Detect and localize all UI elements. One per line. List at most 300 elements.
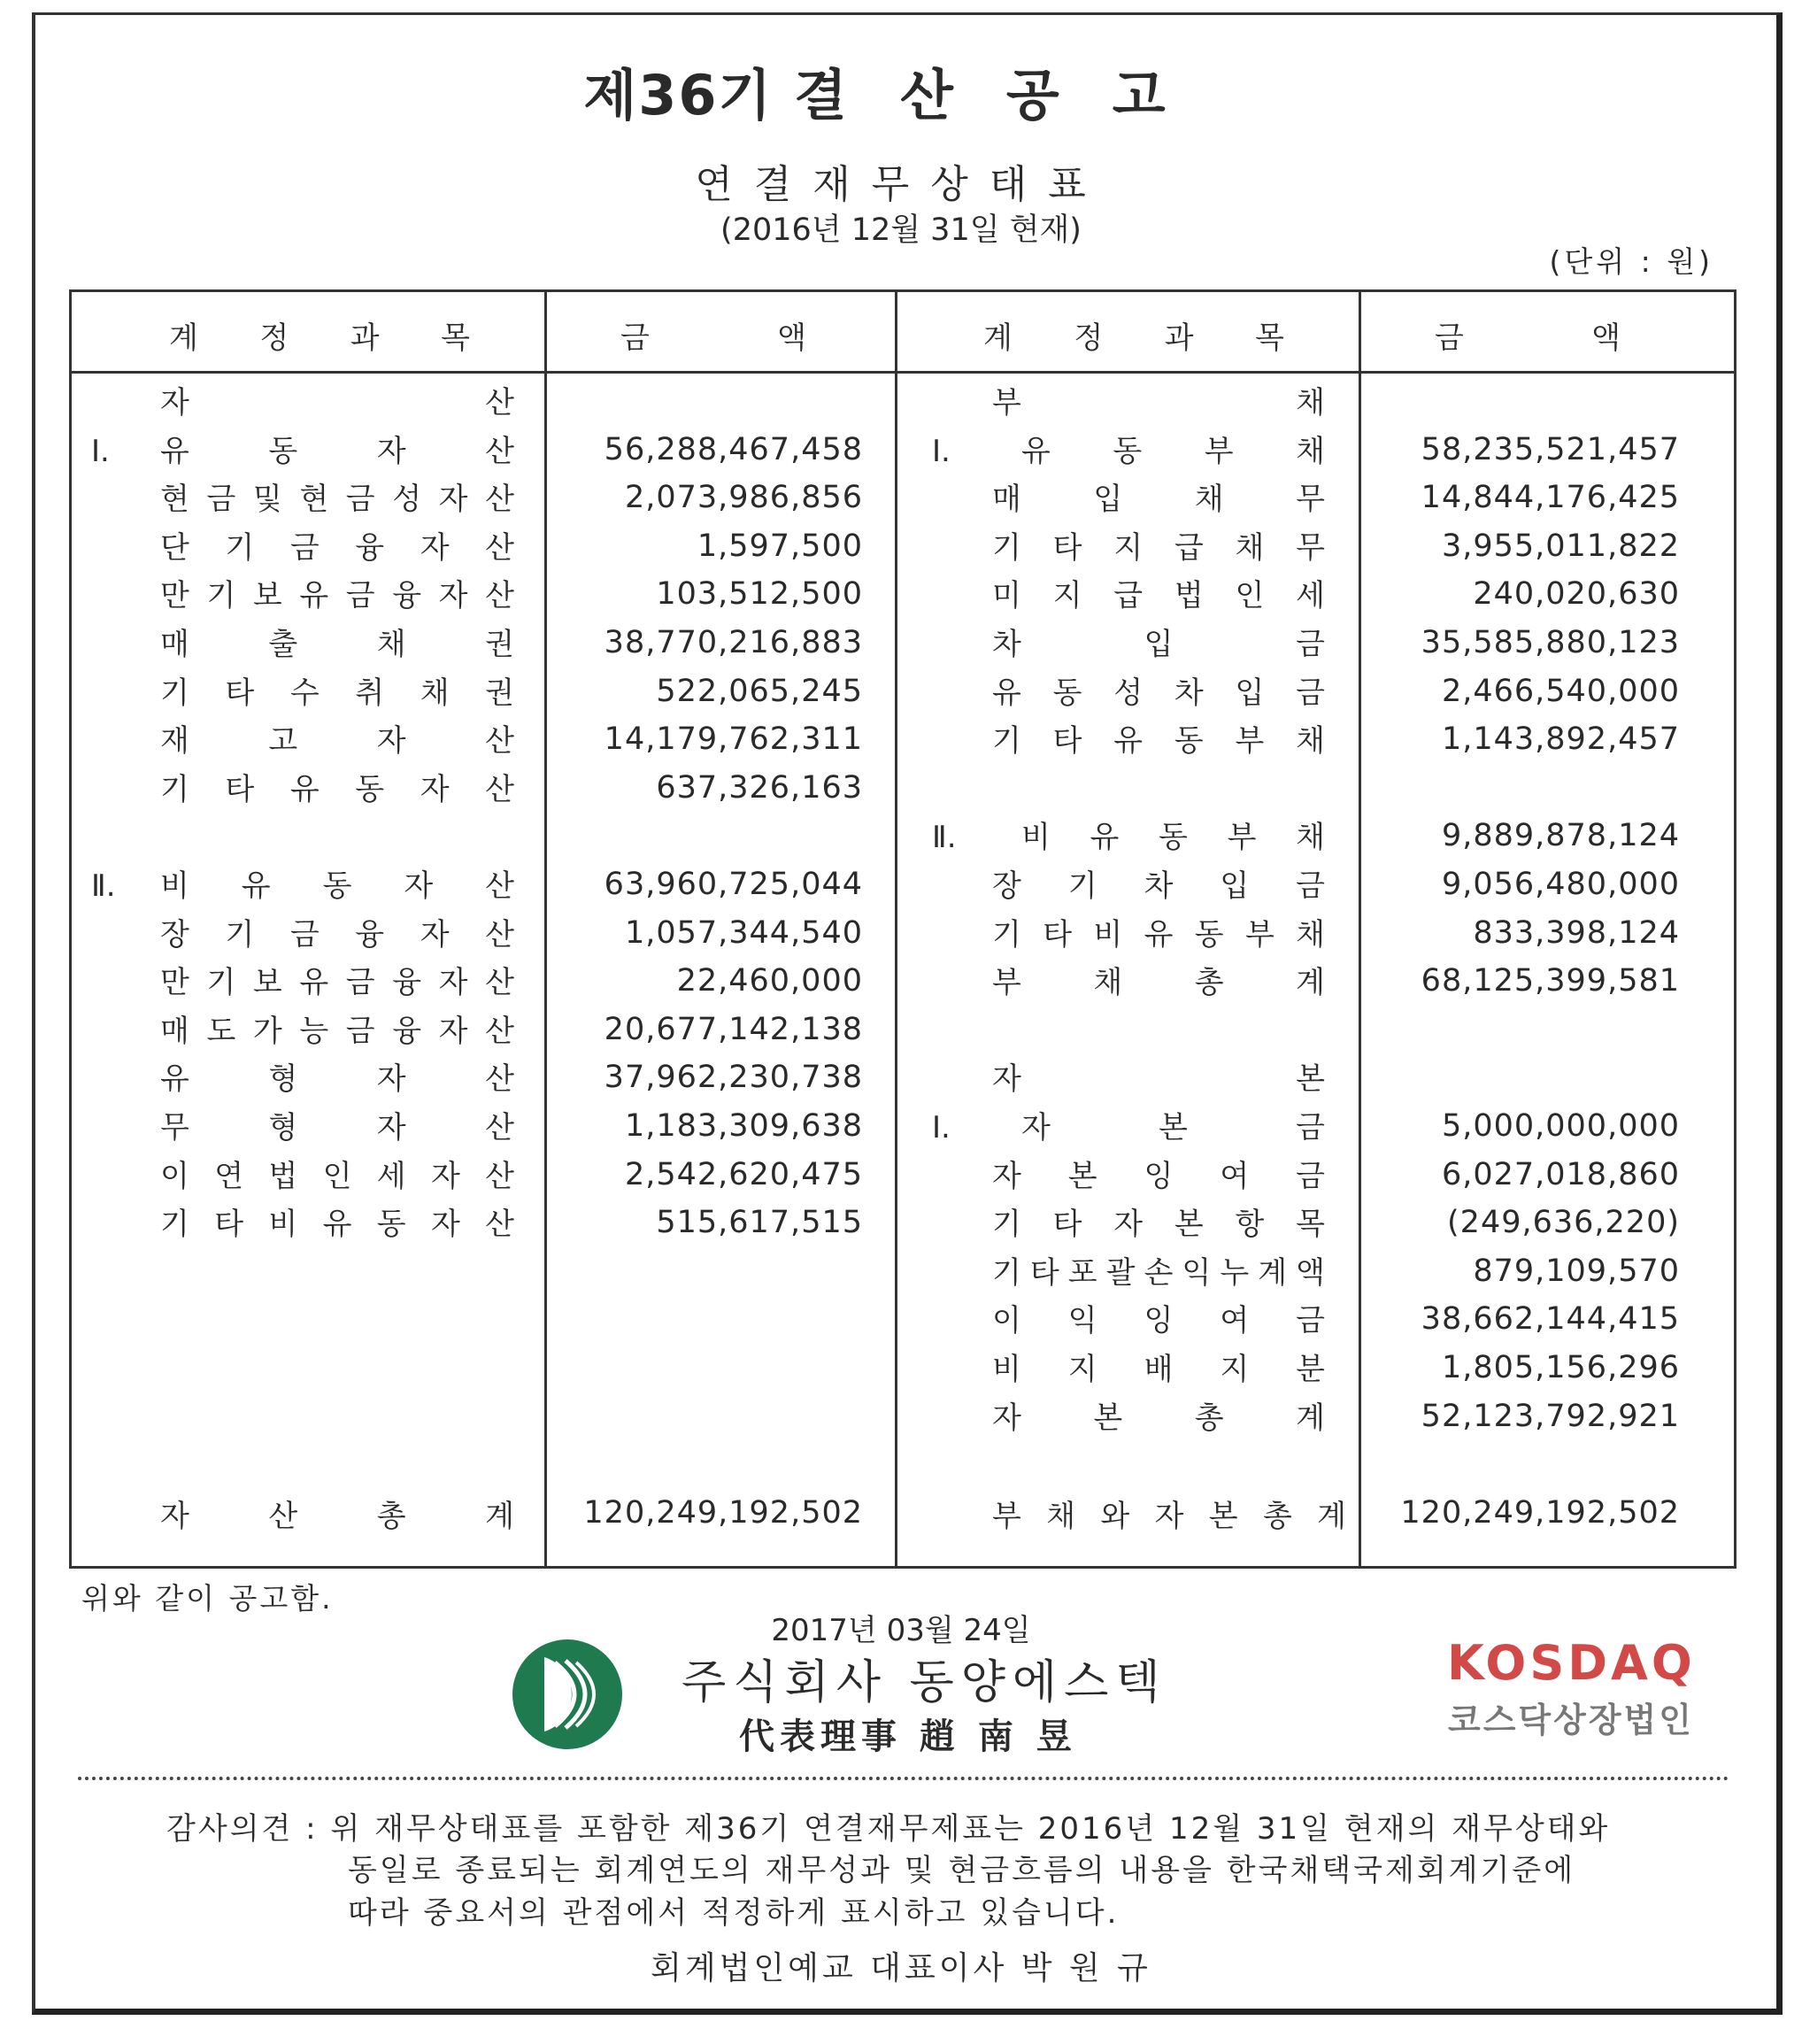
account-char: 산 xyxy=(485,771,514,807)
account-char: 유 xyxy=(1090,820,1120,856)
column-divider xyxy=(895,292,897,1566)
header-char: 계 xyxy=(169,320,198,356)
account-char: 동 xyxy=(322,868,352,904)
account-name xyxy=(160,767,514,812)
header-account-left xyxy=(169,308,470,361)
account-char: 자 xyxy=(438,1013,468,1049)
account-name xyxy=(992,1057,1325,1101)
account-char: 자 xyxy=(376,433,406,469)
account-char: 항 xyxy=(1235,1207,1265,1243)
account-name xyxy=(992,671,1325,715)
account-char: 기 xyxy=(206,578,236,614)
account-char: 보 xyxy=(252,965,282,1001)
account-char: 익 xyxy=(1182,1254,1212,1291)
account-char: 산 xyxy=(485,1061,514,1098)
account-char: 자 xyxy=(992,1158,1021,1194)
notice-date: 2017년 03월 24일 xyxy=(771,1613,1031,1648)
account-char: 입 xyxy=(1144,627,1174,662)
amount-value: 52,123,792,921 xyxy=(1421,1398,1680,1434)
account-char: 보 xyxy=(252,578,282,614)
account-char: 금 xyxy=(345,482,375,518)
account-char: 타 xyxy=(1052,529,1082,566)
account-char: 타 xyxy=(1052,1207,1082,1243)
row-prefix: Ⅰ. xyxy=(932,433,951,469)
account-char: 기 xyxy=(160,1207,189,1243)
account-char: 산 xyxy=(485,916,514,953)
header-char: 액 xyxy=(777,320,806,356)
account-char: 비 xyxy=(1021,820,1051,856)
amount-value: 522,065,245 xyxy=(656,673,863,709)
account-char: 단 xyxy=(160,529,189,566)
account-char: 본 xyxy=(1159,1110,1188,1145)
account-char: 부 xyxy=(1244,916,1274,953)
account-char: 매 xyxy=(992,482,1021,518)
account-char: 도 xyxy=(206,1013,236,1049)
account-char: 익 xyxy=(1067,1303,1097,1339)
amount-value: 22,460,000 xyxy=(676,963,863,999)
account-char: 본 xyxy=(1296,1061,1325,1098)
account-char: 계 xyxy=(1317,1499,1346,1534)
account-char: 산 xyxy=(485,578,514,614)
account-char: 장 xyxy=(992,868,1021,904)
amount-value: 14,844,176,425 xyxy=(1421,480,1680,516)
account-char: 잉 xyxy=(1144,1303,1174,1339)
account-char: 입 xyxy=(1220,868,1250,904)
account-char: 잉 xyxy=(1144,1158,1174,1194)
account-char: 고 xyxy=(268,723,298,760)
auditor-signature: 회계법인예교 대표이사 박 원 규 xyxy=(651,1950,1151,1986)
account-name xyxy=(160,671,514,715)
account-char: 분 xyxy=(1296,1352,1325,1387)
amount-value: 2,466,540,000 xyxy=(1441,673,1680,709)
account-char: 비 xyxy=(160,868,189,904)
account-char: 인 xyxy=(322,1158,352,1194)
account-char: 포 xyxy=(1067,1254,1097,1291)
account-char: 지 xyxy=(1067,1352,1097,1387)
account-name xyxy=(992,477,1325,521)
account-char: 융 xyxy=(392,965,422,1001)
account-char: 유 xyxy=(241,868,271,904)
account-char: 유 xyxy=(1113,723,1144,760)
account-char: 지 xyxy=(1113,529,1144,566)
account-char: 기 xyxy=(160,675,189,711)
account-char: 채 xyxy=(1194,482,1224,518)
account-char: 자 xyxy=(376,1061,406,1098)
account-char: 급 xyxy=(1113,578,1144,614)
account-char: 형 xyxy=(268,1061,298,1098)
amount-value: 515,617,515 xyxy=(656,1205,863,1241)
account-name xyxy=(992,1251,1325,1295)
account-char: 본 xyxy=(1067,1158,1097,1194)
account-char: 비 xyxy=(268,1207,298,1243)
row-prefix: Ⅱ. xyxy=(91,868,116,904)
account-char: 취 xyxy=(355,675,385,711)
account-name xyxy=(1021,1106,1325,1150)
account-char: 부 xyxy=(1235,723,1265,760)
account-char: 자 xyxy=(376,1110,406,1145)
dotted-divider xyxy=(78,1777,1729,1780)
account-char: 융 xyxy=(355,529,385,566)
account-char: 유 xyxy=(289,771,320,807)
account-char: 유 xyxy=(299,578,329,614)
account-char: 융 xyxy=(392,1013,422,1049)
account-char: 부 xyxy=(1204,433,1234,469)
account-char: 계 xyxy=(485,1499,514,1534)
account-char: 입 xyxy=(1235,675,1265,711)
account-char: 금 xyxy=(1296,675,1325,711)
account-char: 자 xyxy=(420,771,450,807)
notice-title xyxy=(0,51,1802,130)
account-char: 성 xyxy=(392,482,422,518)
amount-value: 240,020,630 xyxy=(1473,576,1680,613)
account-char: 채 xyxy=(1296,820,1325,856)
account-char: 자 xyxy=(430,1158,460,1194)
amount-value: 1,805,156,296 xyxy=(1441,1350,1680,1385)
account-char: 자 xyxy=(1113,1207,1144,1243)
amount-value: 37,962,230,738 xyxy=(604,1060,863,1096)
account-char: 계 xyxy=(1258,1254,1288,1291)
account-char: 매 xyxy=(160,1013,189,1049)
kosdaq-logo: KOSDAQ xyxy=(1447,1635,1696,1691)
account-char: 본 xyxy=(1174,1207,1204,1243)
account-char: 자 xyxy=(160,385,189,420)
account-char: 차 xyxy=(1174,675,1204,711)
account-char: 자 xyxy=(438,482,468,518)
account-char: 동 xyxy=(268,433,298,469)
account-char: 금 xyxy=(289,529,320,566)
account-char: 부 xyxy=(992,965,1021,1001)
account-char: 자 xyxy=(992,1061,1021,1098)
account-name xyxy=(992,913,1325,957)
account-char: 권 xyxy=(485,675,514,711)
account-name xyxy=(992,381,1325,425)
account-char: 산 xyxy=(485,1110,514,1145)
account-name xyxy=(160,622,514,667)
account-char: 타 xyxy=(1052,723,1082,760)
account-char: 부 xyxy=(992,385,1021,420)
account-char: 계 xyxy=(1296,1400,1325,1436)
account-char: 차 xyxy=(992,627,1021,662)
account-char: 무 xyxy=(160,1110,189,1145)
header-char: 과 xyxy=(1164,320,1194,356)
account-char: 유 xyxy=(322,1207,352,1243)
amount-value: 14,179,762,311 xyxy=(604,721,863,758)
account-char: 법 xyxy=(268,1158,298,1194)
account-char: 기 xyxy=(992,1254,1021,1291)
account-char: 기 xyxy=(992,723,1021,760)
header-char: 정 xyxy=(1074,320,1104,356)
account-char: 채 xyxy=(420,675,450,711)
account-char: 산 xyxy=(485,529,514,566)
amount-value: 637,326,163 xyxy=(656,769,863,806)
account-char: 산 xyxy=(268,1499,298,1534)
account-char: 채 xyxy=(1046,1499,1076,1534)
title-text: 결산공고 xyxy=(794,63,1219,127)
header-char: 금 xyxy=(1435,320,1464,356)
audit-opinion-line-1: 감사의견 : 위 재무상태표를 포함한 제36기 연결재무제표는 2016년 12월 31일 현재의 재무상태와 xyxy=(166,1811,1611,1847)
account-char: 연 xyxy=(214,1158,244,1194)
account-char: 동 xyxy=(1194,916,1224,953)
account-char: 재 xyxy=(160,723,189,760)
account-name xyxy=(160,1154,514,1199)
header-char: 과 xyxy=(350,320,380,356)
account-name xyxy=(992,864,1325,908)
account-char: 금 xyxy=(345,965,375,1001)
account-char: 미 xyxy=(992,578,1021,614)
account-char: 금 xyxy=(1296,627,1325,662)
account-char: 여 xyxy=(1220,1158,1250,1194)
account-char: 지 xyxy=(1220,1352,1250,1387)
amount-value: 35,585,880,123 xyxy=(1421,625,1680,660)
account-char: 채 xyxy=(1296,385,1325,420)
account-char: 기 xyxy=(225,916,255,953)
account-char: 금 xyxy=(1296,1158,1325,1194)
kosdaq-listed-label: 코스닥상장법인 xyxy=(1448,1701,1694,1739)
row-prefix: Ⅰ. xyxy=(932,1110,951,1145)
account-name xyxy=(160,864,514,908)
account-char: 이 xyxy=(160,1158,189,1194)
account-char: 기 xyxy=(206,965,236,1001)
account-char: 법 xyxy=(1174,578,1204,614)
account-char: 자 xyxy=(438,578,468,614)
account-char: 동 xyxy=(355,771,385,807)
account-char: 융 xyxy=(355,916,385,953)
account-char: 가 xyxy=(252,1013,282,1049)
account-char: 출 xyxy=(268,627,298,662)
header-char: 목 xyxy=(1255,320,1284,356)
account-char: 유 xyxy=(1021,433,1051,469)
amount-value: 6,027,018,860 xyxy=(1441,1156,1680,1192)
total-amount: 120,249,192,502 xyxy=(583,1495,863,1531)
audit-opinion-line-3: 따라 중요서의 관점에서 적정하게 표시하고 있습니다. xyxy=(348,1895,1120,1931)
account-char: 산 xyxy=(485,965,514,1001)
account-char: 괄 xyxy=(1105,1254,1136,1291)
title-period: 제36기 xyxy=(583,63,774,127)
account-char: 금 xyxy=(1296,1303,1325,1339)
amount-value: 833,398,124 xyxy=(1473,914,1680,951)
account-char: 타 xyxy=(214,1207,244,1243)
account-char: 융 xyxy=(392,578,422,614)
account-char: 비 xyxy=(1093,916,1123,953)
header-amount-left xyxy=(620,308,806,361)
account-char: 급 xyxy=(1174,529,1204,566)
account-char: 액 xyxy=(1296,1254,1325,1291)
amount-value: 58,235,521,457 xyxy=(1421,431,1680,467)
account-char: 산 xyxy=(485,433,514,469)
footnote: 위와 같이 공고함. xyxy=(81,1581,334,1616)
account-char: 지 xyxy=(1052,578,1082,614)
account-char: 유 xyxy=(160,1061,189,1098)
account-name xyxy=(160,1009,514,1053)
account-char: 기 xyxy=(992,916,1021,953)
account-name xyxy=(160,960,514,1005)
account-char: 기 xyxy=(992,529,1021,566)
header-account-right xyxy=(983,308,1284,361)
account-char: 누 xyxy=(1220,1254,1250,1291)
account-char: 수 xyxy=(289,675,320,711)
account-char: 세 xyxy=(1296,578,1325,614)
account-name xyxy=(160,1106,514,1150)
amount-value: 9,889,878,124 xyxy=(1441,818,1680,854)
account-char: 권 xyxy=(485,627,514,662)
account-char: 유 xyxy=(299,965,329,1001)
amount-value: 1,183,309,638 xyxy=(624,1108,863,1144)
amount-value: 3,955,011,822 xyxy=(1441,528,1680,564)
account-char: 입 xyxy=(1093,482,1123,518)
total-label xyxy=(992,1494,1346,1539)
account-name xyxy=(160,526,514,570)
account-char: 유 xyxy=(1144,916,1174,953)
row-prefix: Ⅱ. xyxy=(932,820,957,856)
representative: 代表理事 趙 南 昱 xyxy=(739,1716,1077,1757)
account-char: 여 xyxy=(1220,1303,1250,1339)
account-name xyxy=(992,1154,1325,1199)
account-char: 금 xyxy=(1296,1110,1325,1145)
account-char: 타 xyxy=(1029,1254,1059,1291)
account-char: 부 xyxy=(1227,820,1257,856)
account-char: 형 xyxy=(268,1110,298,1145)
amount-value: 63,960,725,044 xyxy=(604,867,863,902)
audit-opinion-line-2: 동일로 종료되는 회계연도의 재무성과 및 현금흐름의 내용을 한국채택국제회계기준에 xyxy=(348,1853,1576,1888)
account-char: 자 xyxy=(404,868,434,904)
account-char: 금 xyxy=(289,916,320,953)
amount-value: 2,542,620,475 xyxy=(624,1156,863,1192)
account-char: 채 xyxy=(1093,965,1123,1001)
amount-value: 56,288,467,458 xyxy=(604,431,863,467)
account-char: 동 xyxy=(1174,723,1204,760)
account-name xyxy=(992,574,1325,618)
company-name: 주식회사 동양에스텍 xyxy=(682,1656,1167,1709)
account-name xyxy=(992,1299,1325,1343)
header-divider xyxy=(72,371,1734,374)
account-char: 산 xyxy=(485,723,514,760)
account-name xyxy=(992,1347,1325,1392)
amount-value: 879,109,570 xyxy=(1473,1253,1680,1289)
amount-value: 38,770,216,883 xyxy=(604,625,863,660)
account-char: 총 xyxy=(376,1499,406,1534)
account-char: 매 xyxy=(160,627,189,662)
amount-value: 103,512,500 xyxy=(656,576,863,613)
account-char: 타 xyxy=(1043,916,1073,953)
account-char: 와 xyxy=(1100,1499,1130,1534)
account-char: 무 xyxy=(1296,482,1325,518)
account-char: 유 xyxy=(160,433,189,469)
account-char: 총 xyxy=(1262,1499,1292,1534)
amount-value: 68,125,399,581 xyxy=(1421,963,1680,999)
account-name xyxy=(160,719,514,763)
amount-value: 2,073,986,856 xyxy=(624,480,863,516)
account-char: 손 xyxy=(1144,1254,1174,1291)
account-name xyxy=(160,574,514,618)
account-char: 본 xyxy=(1208,1499,1238,1534)
account-char: 현 xyxy=(299,482,329,518)
account-name xyxy=(992,1396,1325,1440)
amount-value: 5,000,000,000 xyxy=(1441,1108,1680,1144)
statement-title: 연결재무상태표 xyxy=(695,162,1107,207)
account-name xyxy=(1021,429,1325,474)
account-char: 및 xyxy=(252,482,282,518)
account-char: 무 xyxy=(1296,529,1325,566)
header-char: 계 xyxy=(983,320,1013,356)
total-label xyxy=(160,1494,514,1539)
account-char: 채 xyxy=(1296,433,1325,469)
header-char: 액 xyxy=(1591,320,1621,356)
account-char: 자 xyxy=(420,529,450,566)
amount-value: 1,057,344,540 xyxy=(624,914,863,951)
account-char: 자 xyxy=(992,1400,1021,1436)
header-char: 목 xyxy=(441,320,470,356)
account-char: 비 xyxy=(992,1352,1021,1387)
account-name xyxy=(160,381,514,425)
account-char: 총 xyxy=(1194,1400,1224,1436)
account-char: 인 xyxy=(1235,578,1265,614)
account-char: 자 xyxy=(376,723,406,760)
amount-value: 1,143,892,457 xyxy=(1441,721,1680,758)
account-name xyxy=(160,1057,514,1101)
row-prefix: Ⅰ. xyxy=(91,433,110,469)
account-name xyxy=(160,477,514,521)
account-char: 이 xyxy=(992,1303,1021,1339)
account-char: 기 xyxy=(992,1207,1021,1243)
account-char: 목 xyxy=(1296,1207,1325,1243)
account-char: 금 xyxy=(206,482,236,518)
account-name xyxy=(160,429,514,474)
account-name xyxy=(992,719,1325,763)
account-char: 동 xyxy=(1159,820,1188,856)
column-divider xyxy=(544,292,547,1566)
account-char: 금 xyxy=(345,578,375,614)
account-char: 자 xyxy=(420,916,450,953)
company-logo-icon xyxy=(509,1636,626,1753)
account-char: 자 xyxy=(438,965,468,1001)
account-name xyxy=(992,622,1325,667)
account-char: 자 xyxy=(1021,1110,1051,1145)
account-char: 기 xyxy=(1067,868,1097,904)
account-char: 만 xyxy=(160,578,189,614)
account-char: 장 xyxy=(160,916,189,953)
column-divider xyxy=(1359,292,1361,1566)
balance-sheet-table xyxy=(69,289,1737,1569)
account-char: 타 xyxy=(225,675,255,711)
account-char: 채 xyxy=(1235,529,1265,566)
account-char: 산 xyxy=(485,1013,514,1049)
account-char: 산 xyxy=(485,1207,514,1243)
amount-value: 1,597,500 xyxy=(697,528,863,564)
account-char: 차 xyxy=(1144,868,1174,904)
account-char: 현 xyxy=(160,482,189,518)
account-char: 산 xyxy=(485,1158,514,1194)
account-char: 세 xyxy=(376,1158,406,1194)
account-char: 산 xyxy=(485,385,514,420)
as-of-date: (2016년 12월 31일 현재) xyxy=(720,212,1082,248)
account-char: 기 xyxy=(160,771,189,807)
account-char: 채 xyxy=(1296,723,1325,760)
account-char: 만 xyxy=(160,965,189,1001)
account-char: 산 xyxy=(485,868,514,904)
account-char: 채 xyxy=(376,627,406,662)
account-char: 계 xyxy=(1296,965,1325,1001)
account-char: 동 xyxy=(1113,433,1143,469)
account-char: 산 xyxy=(485,482,514,518)
account-name xyxy=(1021,815,1325,860)
account-char: 부 xyxy=(992,1499,1021,1534)
account-char: 자 xyxy=(430,1207,460,1243)
account-char: 금 xyxy=(345,1013,375,1049)
account-char: 동 xyxy=(376,1207,406,1243)
account-char: 유 xyxy=(992,675,1021,711)
account-name xyxy=(992,1202,1325,1246)
account-name xyxy=(160,1202,514,1246)
